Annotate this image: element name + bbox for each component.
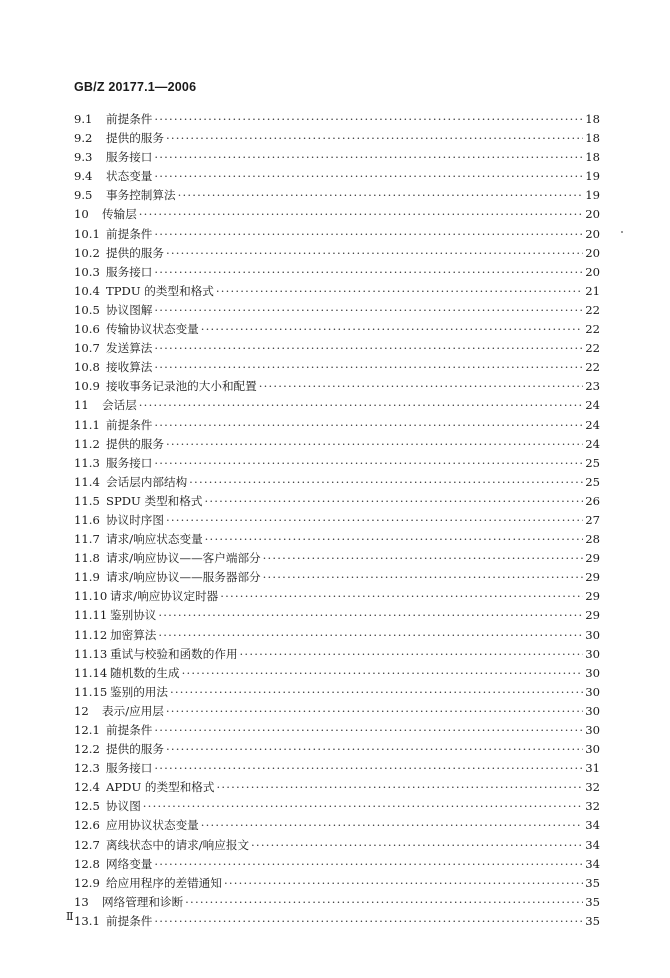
toc-entry[interactable]	[74, 167, 600, 186]
toc-entry[interactable]	[74, 244, 600, 263]
toc-entry-page: 29	[585, 608, 600, 623]
toc-leader-dots	[182, 664, 584, 683]
toc-entry[interactable]	[74, 511, 600, 530]
toc-entry-number: 11.10	[74, 589, 108, 604]
toc-leader-dots	[139, 396, 583, 415]
toc-leader-dots	[166, 702, 583, 721]
toc-entry-page: 29	[585, 570, 600, 585]
toc-leader-dots	[166, 511, 583, 530]
toc-entry-page: 20	[585, 264, 600, 279]
toc-entry[interactable]	[74, 282, 600, 301]
toc-entry[interactable]	[74, 263, 600, 282]
toc-entry-page: 24	[585, 398, 600, 413]
toc-entry[interactable]	[74, 874, 600, 893]
toc-entry-page: 30	[585, 627, 600, 642]
toc-entry-number: 10.6	[74, 322, 100, 337]
toc-entry-number: 9.2	[74, 131, 93, 146]
toc-entry-page: 29	[585, 589, 600, 604]
toc-entry[interactable]	[74, 836, 600, 855]
toc-leader-dots	[154, 759, 583, 778]
toc-entry[interactable]	[74, 205, 600, 224]
toc-entry-title: 前提条件	[106, 226, 153, 241]
toc-entry-number: 13	[74, 894, 89, 909]
toc-entry-page: 34	[585, 818, 600, 833]
toc-entry-title: 请求/响应协议——客户端部分	[106, 551, 261, 566]
toc-entry-title: 鉴别的用法	[110, 684, 168, 699]
toc-leader-dots	[189, 473, 583, 492]
toc-entry-page: 29	[585, 551, 600, 566]
toc-entry-number: 11.4	[74, 474, 100, 489]
toc-leader-dots	[259, 377, 584, 396]
toc-entry[interactable]	[74, 301, 600, 320]
toc-entry-page: 20	[585, 207, 600, 222]
toc-leader-dots	[166, 244, 583, 263]
toc-leader-dots	[154, 721, 583, 740]
toc-entry-title: TPDU 的类型和格式	[106, 283, 214, 298]
toc-entry[interactable]	[74, 339, 600, 358]
toc-entry[interactable]	[74, 626, 600, 645]
toc-entry-page: 35	[585, 894, 600, 909]
toc-entry-title: 应用协议状态变量	[106, 818, 199, 833]
toc-entry-number: 11.14	[74, 665, 108, 680]
toc-entry-page: 21	[585, 283, 600, 298]
toc-leader-dots	[166, 435, 583, 454]
toc-entry-title: 会话层内部结构	[106, 474, 188, 489]
toc-leader-dots	[201, 816, 583, 835]
toc-entry-page: 19	[585, 188, 600, 203]
toc-entry-title: 事务控制算法	[106, 188, 176, 203]
toc-entry-page: 30	[585, 703, 600, 718]
toc-entry[interactable]	[74, 454, 600, 473]
toc-entry-number: 11.9	[74, 570, 100, 585]
toc-entry-page: 20	[585, 226, 600, 241]
toc-entry-page: 31	[585, 761, 600, 776]
toc-entry-number: 12.9	[74, 875, 100, 890]
toc-entry-page: 23	[585, 379, 600, 394]
toc-entry-number: 10	[74, 207, 89, 222]
toc-entry-number: 11.15	[74, 684, 108, 699]
toc-entry-page: 35	[585, 913, 600, 928]
toc-entry-page: 18	[585, 150, 600, 165]
toc-entry-page: 32	[585, 780, 600, 795]
toc-leader-dots	[154, 358, 583, 377]
toc-entry[interactable]	[74, 129, 600, 148]
toc-leader-dots	[204, 492, 583, 511]
toc-entry-page: 28	[585, 532, 600, 547]
toc-entry[interactable]	[74, 110, 600, 129]
toc-leader-dots	[154, 855, 583, 874]
page-number: Ⅱ	[66, 910, 74, 923]
toc-leader-dots	[263, 549, 584, 568]
toc-entry-number: 10.2	[74, 245, 100, 260]
toc-entry-title: 表示/应用层	[102, 703, 164, 718]
toc-entry-page: 25	[585, 455, 600, 470]
toc-entry-title: 请求/响应协议定时器	[110, 589, 219, 604]
toc-leader-dots	[166, 740, 583, 759]
toc-entry-page: 34	[585, 856, 600, 871]
toc-entry[interactable]	[74, 148, 600, 167]
toc-entry-number: 10.4	[74, 283, 100, 298]
toc-entry-number: 12.4	[74, 780, 100, 795]
toc-entry-page: 30	[585, 684, 600, 699]
toc-entry-title: APDU 的类型和格式	[106, 780, 215, 795]
toc-entry-title: 服务接口	[106, 150, 153, 165]
toc-entry-number: 12.8	[74, 856, 100, 871]
toc-entry[interactable]	[74, 778, 600, 797]
toc-leader-dots	[158, 606, 583, 625]
toc-entry[interactable]	[74, 358, 600, 377]
toc-entry-page: 22	[585, 302, 600, 317]
toc-entry-title: 接收算法	[106, 360, 153, 375]
toc-entry-title: 给应用程序的差错通知	[106, 875, 222, 890]
toc-entry-title: SPDU 类型和格式	[106, 493, 203, 508]
toc-leader-dots	[154, 148, 583, 167]
toc-entry-page: 30	[585, 742, 600, 757]
toc-entry-title: 前提条件	[106, 913, 153, 928]
toc-entry-number: 9.1	[74, 112, 93, 126]
toc-entry-title: 服务接口	[106, 264, 153, 279]
toc-entry-title: 随机数的生成	[110, 665, 180, 680]
toc-entry-title: 离线状态中的请求/响应报文	[106, 837, 250, 852]
toc-entry-number: 9.3	[74, 150, 93, 165]
toc-entry-number: 11.5	[74, 493, 100, 508]
toc-entry-number: 11.13	[74, 646, 108, 661]
toc-entry-title: 提供的服务	[106, 742, 164, 757]
toc-entry-title: 提供的服务	[106, 436, 164, 451]
toc-entry-page: 22	[585, 341, 600, 356]
toc-leader-dots	[158, 626, 583, 645]
toc-entry-number: 12.6	[74, 818, 100, 833]
toc-entry[interactable]	[74, 855, 600, 874]
toc-entry-number: 12	[74, 703, 89, 718]
toc-entry[interactable]	[74, 396, 600, 415]
toc-entry-page: 18	[585, 112, 600, 126]
toc-entry-title: 协议时序图	[106, 512, 164, 527]
toc-entry-number: 9.4	[74, 169, 93, 184]
toc-leader-dots	[154, 167, 583, 186]
toc-entry[interactable]	[74, 530, 600, 549]
toc-entry[interactable]	[74, 797, 600, 816]
toc-entry-page: 24	[585, 436, 600, 451]
toc-entry[interactable]	[74, 702, 600, 721]
toc-entry-title: 重试与校验和函数的作用	[110, 646, 238, 661]
toc-entry-page: 18	[585, 131, 600, 146]
toc-entry-number: 12.5	[74, 799, 100, 814]
toc-entry[interactable]	[74, 912, 600, 931]
toc-entry-number: 10.9	[74, 379, 100, 394]
toc-entry-title: 网络管理和诊断	[102, 894, 184, 909]
toc-entry[interactable]	[74, 416, 600, 435]
toc-entry-title: 提供的服务	[106, 131, 164, 146]
toc-entry-title: 协议图	[106, 799, 141, 814]
toc-entry[interactable]	[74, 473, 600, 492]
toc-entry[interactable]	[74, 549, 600, 568]
toc-leader-dots	[143, 797, 583, 816]
toc-entry-page: 22	[585, 322, 600, 337]
toc-leader-dots	[154, 263, 583, 282]
toc-leader-dots	[166, 129, 583, 148]
toc-entry-number: 11.3	[74, 455, 100, 470]
toc-leader-dots	[185, 893, 583, 912]
toc-entry-number: 12.2	[74, 742, 100, 757]
toc-entry-number: 11	[74, 398, 89, 413]
toc-entry-title: 请求/响应状态变量	[106, 532, 203, 547]
toc-entry-title: 加密算法	[110, 627, 157, 642]
toc-entry-number: 10.3	[74, 264, 100, 279]
toc-entry-page: 25	[585, 474, 600, 489]
toc-leader-dots	[170, 683, 583, 702]
toc-entry-page: 27	[585, 512, 600, 527]
toc-entry[interactable]	[74, 683, 600, 702]
toc-entry-number: 11.2	[74, 436, 100, 451]
toc-leader-dots	[178, 186, 584, 205]
toc-entry[interactable]	[74, 759, 600, 778]
toc-entry-page: 22	[585, 360, 600, 375]
toc-entry-title: 状态变量	[106, 169, 153, 184]
toc-entry-page: 34	[585, 837, 600, 852]
toc-entry-title: 传输层	[102, 207, 137, 222]
toc-entry-title: 服务接口	[106, 455, 153, 470]
toc-entry-number: 11.6	[74, 512, 100, 527]
toc-entry-title: 协议图解	[106, 302, 153, 317]
toc-leader-dots	[217, 778, 584, 797]
toc-leader-dots	[251, 836, 583, 855]
toc-entry[interactable]	[74, 377, 600, 396]
toc-entry[interactable]	[74, 816, 600, 835]
toc-entry-number: 10.1	[74, 226, 100, 241]
toc-entry-title: 接收事务记录池的大小和配置	[106, 379, 257, 394]
toc-entry-number: 9.5	[74, 188, 93, 203]
toc-leader-dots	[139, 205, 583, 224]
toc-leader-dots	[154, 339, 583, 358]
toc-leader-dots	[154, 225, 583, 244]
toc-entry-number: 13.1	[74, 913, 100, 928]
toc-entry-number: 11.8	[74, 551, 100, 566]
toc-entry-title: 发送算法	[106, 341, 153, 356]
toc-leader-dots	[154, 301, 583, 320]
toc-entry-number: 11.1	[74, 417, 100, 432]
toc-entry-title: 网络变量	[106, 856, 153, 871]
toc-entry-page: 30	[585, 646, 600, 661]
toc-entry[interactable]	[74, 225, 600, 244]
toc-leader-dots	[224, 874, 583, 893]
toc-leader-dots	[154, 416, 583, 435]
toc-entry-title: 前提条件	[106, 112, 153, 126]
toc-entry-number: 11.11	[74, 608, 108, 623]
scan-speck	[621, 231, 623, 233]
toc-entry-page: 20	[585, 245, 600, 260]
toc-entry-title: 鉴别协议	[110, 608, 157, 623]
document-code: GB/Z 20177.1—2006	[74, 80, 197, 94]
toc-leader-dots	[154, 454, 583, 473]
toc-entry-title: 会话层	[102, 398, 137, 413]
toc-entry[interactable]	[74, 664, 600, 683]
toc-entry-number: 12.1	[74, 723, 100, 737]
toc-entry[interactable]	[74, 435, 600, 454]
toc-entry-title: 前提条件	[106, 723, 153, 737]
toc-entry-page: 32	[585, 799, 600, 814]
toc-leader-dots	[205, 530, 584, 549]
table-of-contents	[74, 110, 600, 931]
toc-entry-number: 10.8	[74, 360, 100, 375]
toc-entry[interactable]	[74, 186, 600, 205]
toc-entry[interactable]	[74, 320, 600, 339]
toc-entry-page: 30	[585, 723, 600, 737]
toc-entry[interactable]	[74, 606, 600, 625]
toc-entry-title: 传输协议状态变量	[106, 322, 199, 337]
toc-entry-title: 提供的服务	[106, 245, 164, 260]
toc-entry-page: 26	[585, 493, 600, 508]
toc-entry-number: 11.12	[74, 627, 108, 642]
toc-entry[interactable]	[74, 568, 600, 587]
toc-entry-number: 12.3	[74, 761, 100, 776]
toc-entry[interactable]	[74, 587, 600, 606]
toc-leader-dots	[154, 110, 583, 129]
toc-leader-dots	[201, 320, 583, 339]
toc-leader-dots	[220, 587, 583, 606]
toc-entry-page: 24	[585, 417, 600, 432]
toc-entry-title: 前提条件	[106, 417, 153, 432]
toc-entry-page: 35	[585, 875, 600, 890]
toc-entry-page: 30	[585, 665, 600, 680]
toc-leader-dots	[154, 912, 583, 931]
toc-entry[interactable]	[74, 721, 600, 740]
toc-entry[interactable]	[74, 492, 600, 511]
toc-entry-page: 19	[585, 169, 600, 184]
toc-entry[interactable]	[74, 645, 600, 664]
toc-leader-dots	[263, 568, 584, 587]
toc-leader-dots	[216, 282, 583, 301]
toc-leader-dots	[240, 645, 584, 664]
toc-entry-number: 11.7	[74, 532, 100, 547]
toc-entry-title: 服务接口	[106, 761, 153, 776]
toc-entry[interactable]	[74, 740, 600, 759]
toc-entry-number: 10.7	[74, 341, 100, 356]
toc-entry-number: 10.5	[74, 302, 100, 317]
toc-entry-title: 请求/响应协议——服务器部分	[106, 570, 261, 585]
toc-entry-number: 12.7	[74, 837, 100, 852]
toc-entry[interactable]	[74, 893, 600, 912]
